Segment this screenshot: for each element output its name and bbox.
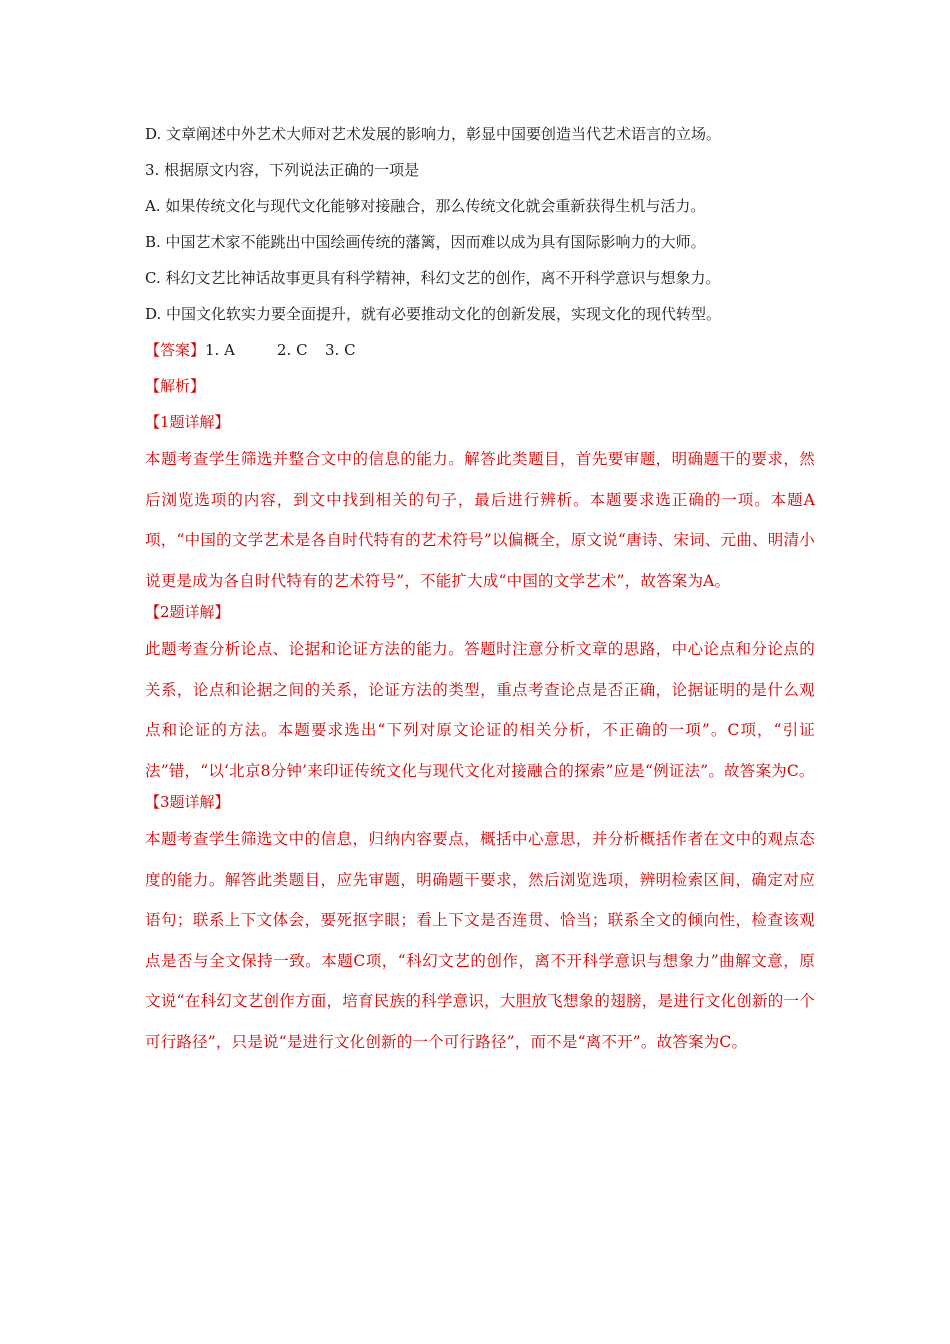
answer-3: 3. C xyxy=(325,341,356,359)
answer-2: 2. C xyxy=(277,341,308,359)
question-3-stem: 3. 根据原文内容，下列说法正确的一项是 xyxy=(145,161,420,179)
analysis-label: 【解析】 xyxy=(145,377,206,395)
question-3-option-a: A. 如果传统文化与现代文化能够对接融合，那么传统文化就会重新获得生机与活力。 xyxy=(145,197,706,215)
question-3-option-b: B. 中国艺术家不能跳出中国绘画传统的藩篱，因而难以成为具有国际影响力的大师。 xyxy=(145,233,706,251)
answer-line xyxy=(145,340,815,360)
question-3-option-d: D. 中国文化软实力要全面提升，就有必要推动文化的创新发展，实现文化的现代转型。 xyxy=(145,305,722,323)
detail-1-heading: 【1题详解】 xyxy=(145,413,230,431)
detail-3-text: 本题考查学生筛选文中的信息，归纳内容要点，概括中心意思，并分析概括作者在文中的观点态度的能力。解答此类题目，应先审题，明确题干要求，然后浏览选项，辨明检索区间，确定对应语句；联系上下文体会，要死抠字眼；看上下文是否连贯、恰当；联系全文的倾向性，检查该观点是否与全文保持一致。本题C项，“科幻文艺的创作，离不开科学意识与想象力”曲解文意，原文说“在科幻文艺创作方面，培育民族的科学意识，大胆放飞想象的翅膀，是进行文化创新的一个可行路径”，只是说“是进行文化创新的一个可行路径”，而不是“离不开”。故答案为C。 xyxy=(145,830,815,1051)
document-content xyxy=(145,124,815,1063)
question-3-option-c: C. 科幻文艺比神话故事更具有科学精神，科幻文艺的创作，离不开科学意识与想象力。 xyxy=(145,269,721,287)
detail-2-heading: 【2题详解】 xyxy=(145,603,230,621)
answer-label: 【答案】 xyxy=(145,341,206,359)
option-d-previous: D. 文章阐述中外艺术大师对艺术发展的影响力，彰显中国要创造当代艺术语言的立场。 xyxy=(145,125,722,143)
detail-2-text: 此题考查分析论点、论据和论证方法的能力。答题时注意分析文章的思路，中心论点和分论点的关系，论点和论据之间的关系，论证方法的类型，重点考查论点是否正确，论据证明的是什么观点和论证的方法。本题要求选出“下列对原文论证的相关分析，不正确的一项”。C项，“引证法”错，“以‘北京8分钟’来印证传统文化与现代文化对接融合的探索”应是“例证法”。故答案为C。 xyxy=(145,640,815,780)
answer-1: 1. A xyxy=(205,341,235,359)
detail-1-text: 本题考查学生筛选并整合文中的信息的能力。解答此类题目，首先要审题，明确题干的要求，然后浏览选项的内容，到文中找到相关的句子，最后进行辨析。本题要求选正确的一项。本题A项，“中国的文学艺术是各自时代特有的艺术符号”以偏概全，原文说“唐诗、宋词、元曲、明清小说更是成为各自时代特有的艺术符号”，不能扩大成“中国的文学艺术”，故答案为A。 xyxy=(145,450,815,590)
detail-3-heading: 【3题详解】 xyxy=(145,793,230,811)
